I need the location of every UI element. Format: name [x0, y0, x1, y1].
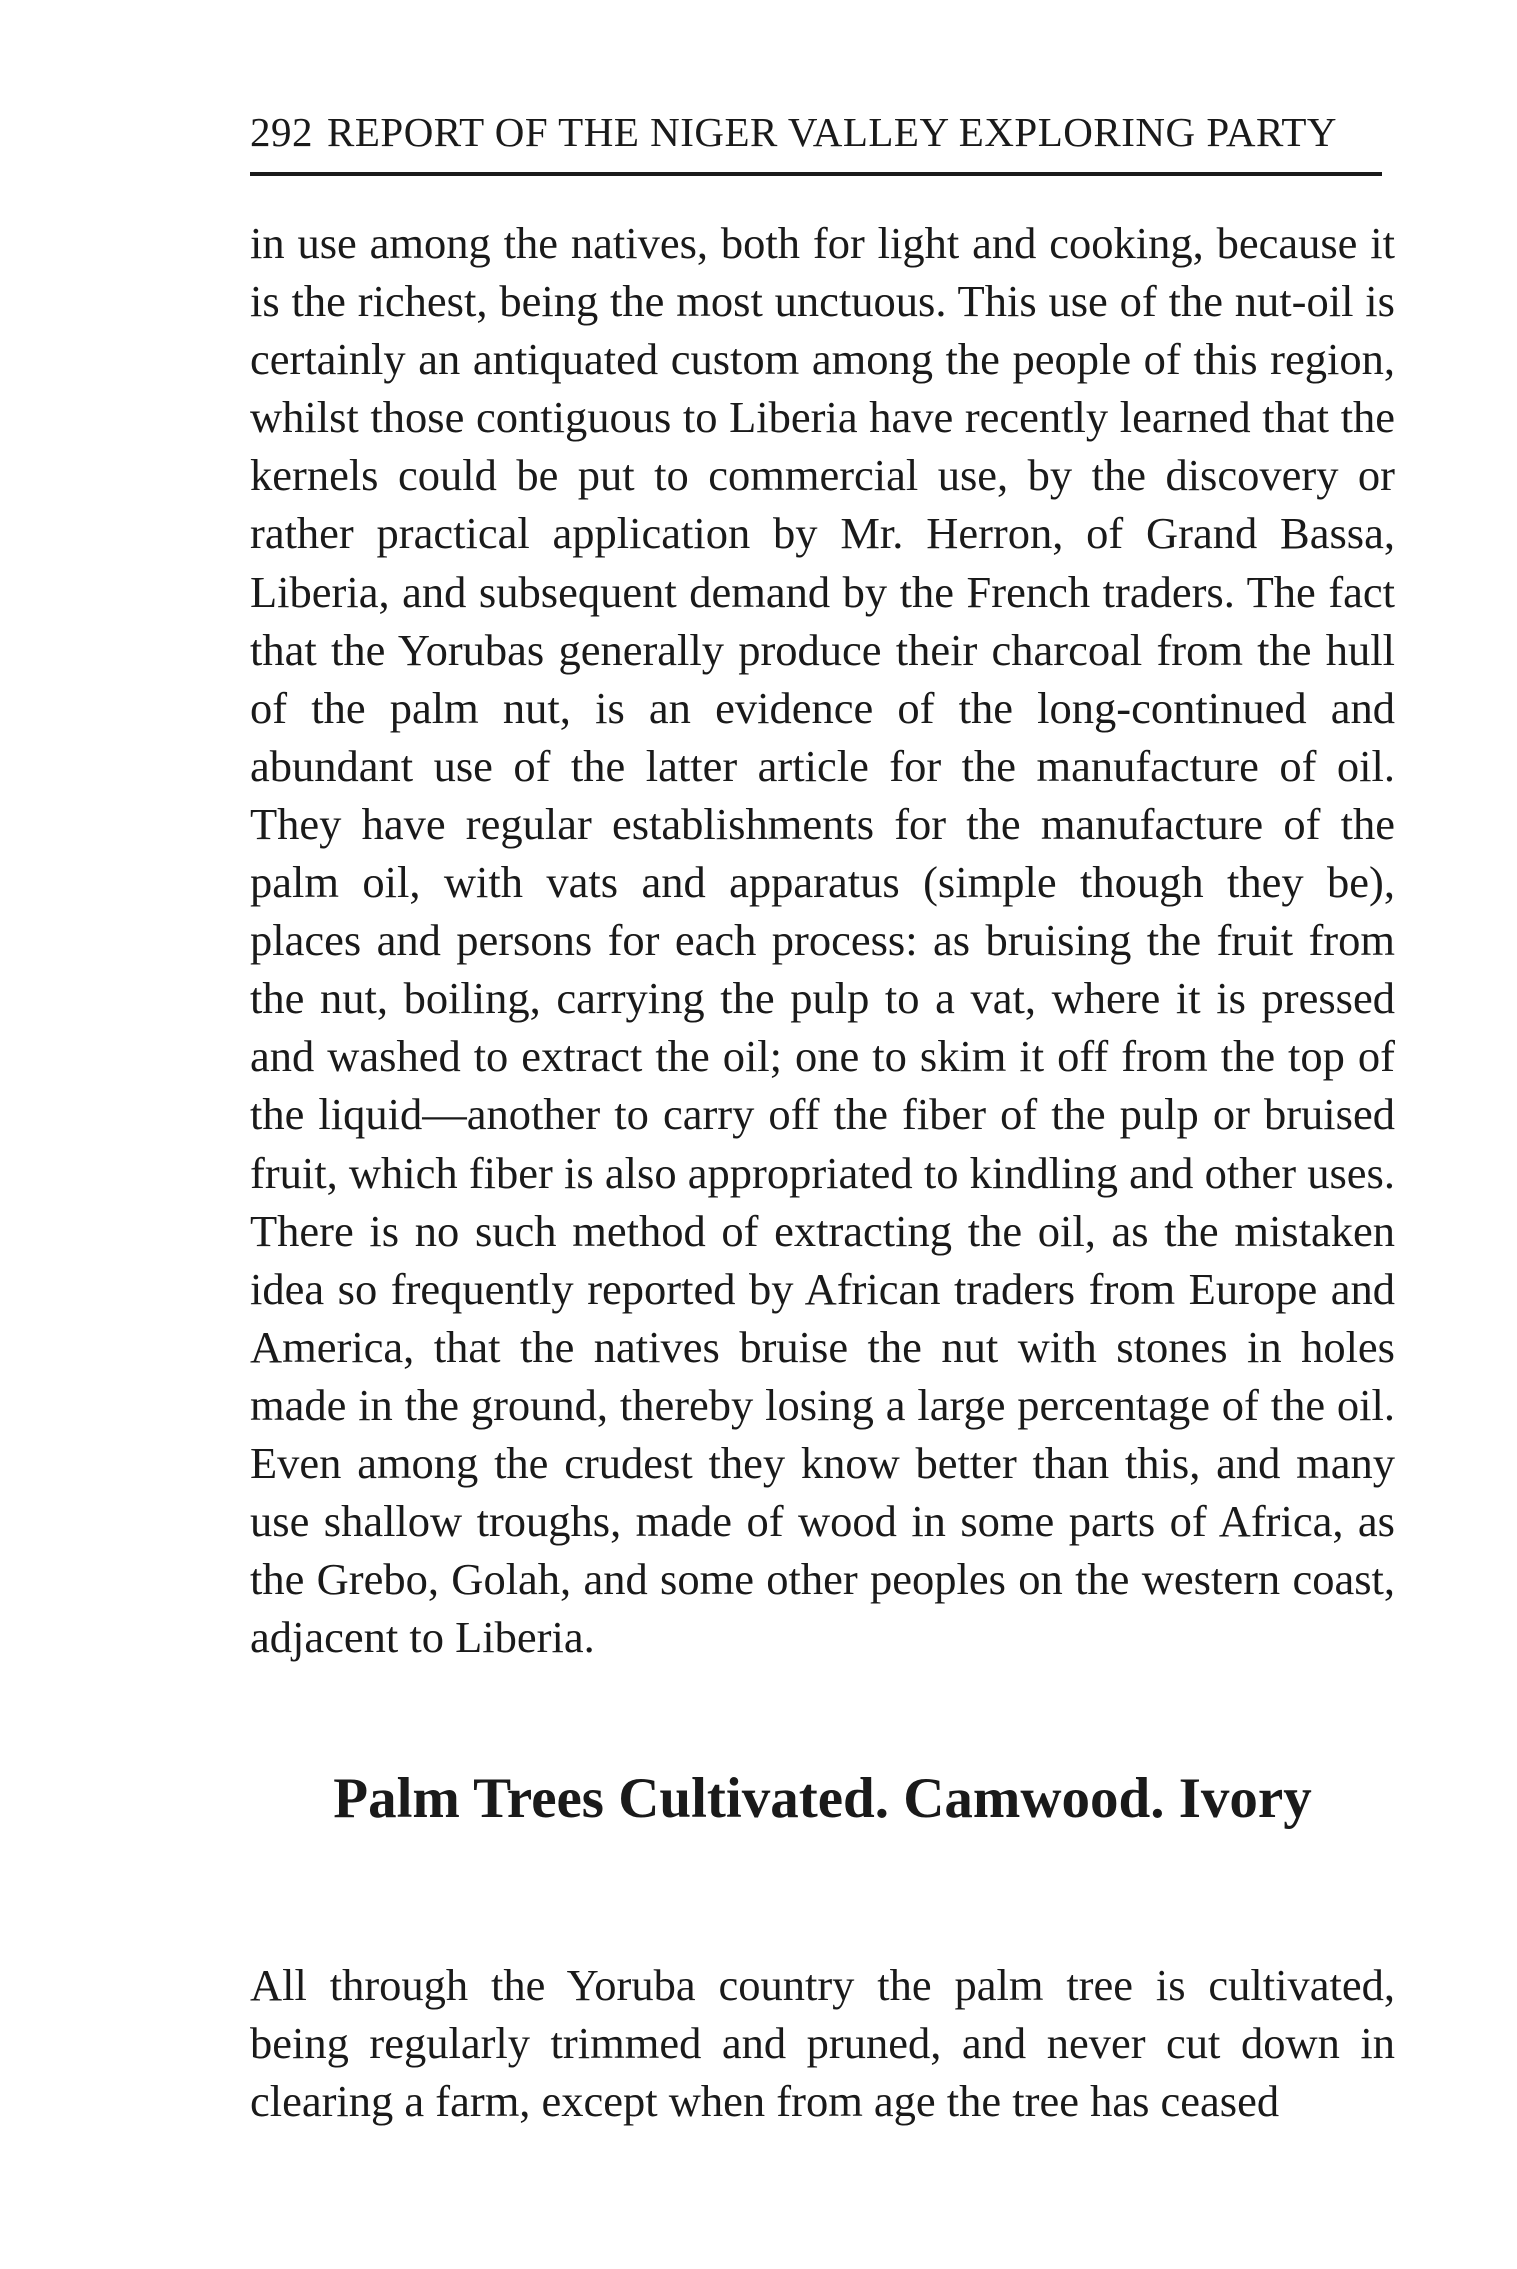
- running-head: [250, 109, 1380, 155]
- body-text: [250, 214, 1395, 1666]
- section-heading: Palm Trees Cultivated. Camwood. Ivory: [333, 1767, 1312, 1830]
- section-text: [250, 1956, 1395, 2130]
- header-rule: [250, 172, 1382, 176]
- running-title: REPORT OF THE NIGER VALLEY EXPLORING PARTY: [327, 109, 1338, 155]
- page-number: 292: [250, 109, 313, 155]
- paragraph: in use among the natives, both for light and cooking, because it is the richest, being the most unctuous. This use of the nut-oil is certainly an antiquated custom among the people of this region, whilst those contiguous to Liberia have recently learned that the kernels could be put to commercial use, by the discovery or rather practical application by Mr. Herron, of Grand Bassa, Liberia, and subsequent demand by the French traders. The fact that the Yorubas generally produce their charcoal from the hull of the palm nut, is an evidence of the long-continued and abundant use of the latter article for the manufacture of oil. They have regular establishments for the manufacture of the palm oil, with vats and apparatus (simple though they be), places and persons for each process: as bruising the fruit from the nut, boiling, carrying the pulp to a vat, where it is pressed and washed to extract the oil; one to skim it off from the top of the liquid—another to carry off the fiber of the pulp or bruised fruit, which fiber is also appropriated to kindling and other uses. There is no such method of extracting the oil, as the mistaken idea so frequently reported by African traders from Europe and America, that the natives bruise the nut with stones in holes made in the ground, thereby losing a large percentage of the oil. Even among the crudest they know better than this, and many use shallow troughs, made of wood in some parts of Africa, as the Grebo, Golah, and some other peoples on the western coast, adjacent to Liberia.: [250, 218, 1395, 1663]
- paragraph: All through the Yoruba country the palm tree is cultivated, being regularly trimmed and pruned, and never cut down in clearing a farm, except when from age the tree has ceased: [250, 1960, 1395, 2127]
